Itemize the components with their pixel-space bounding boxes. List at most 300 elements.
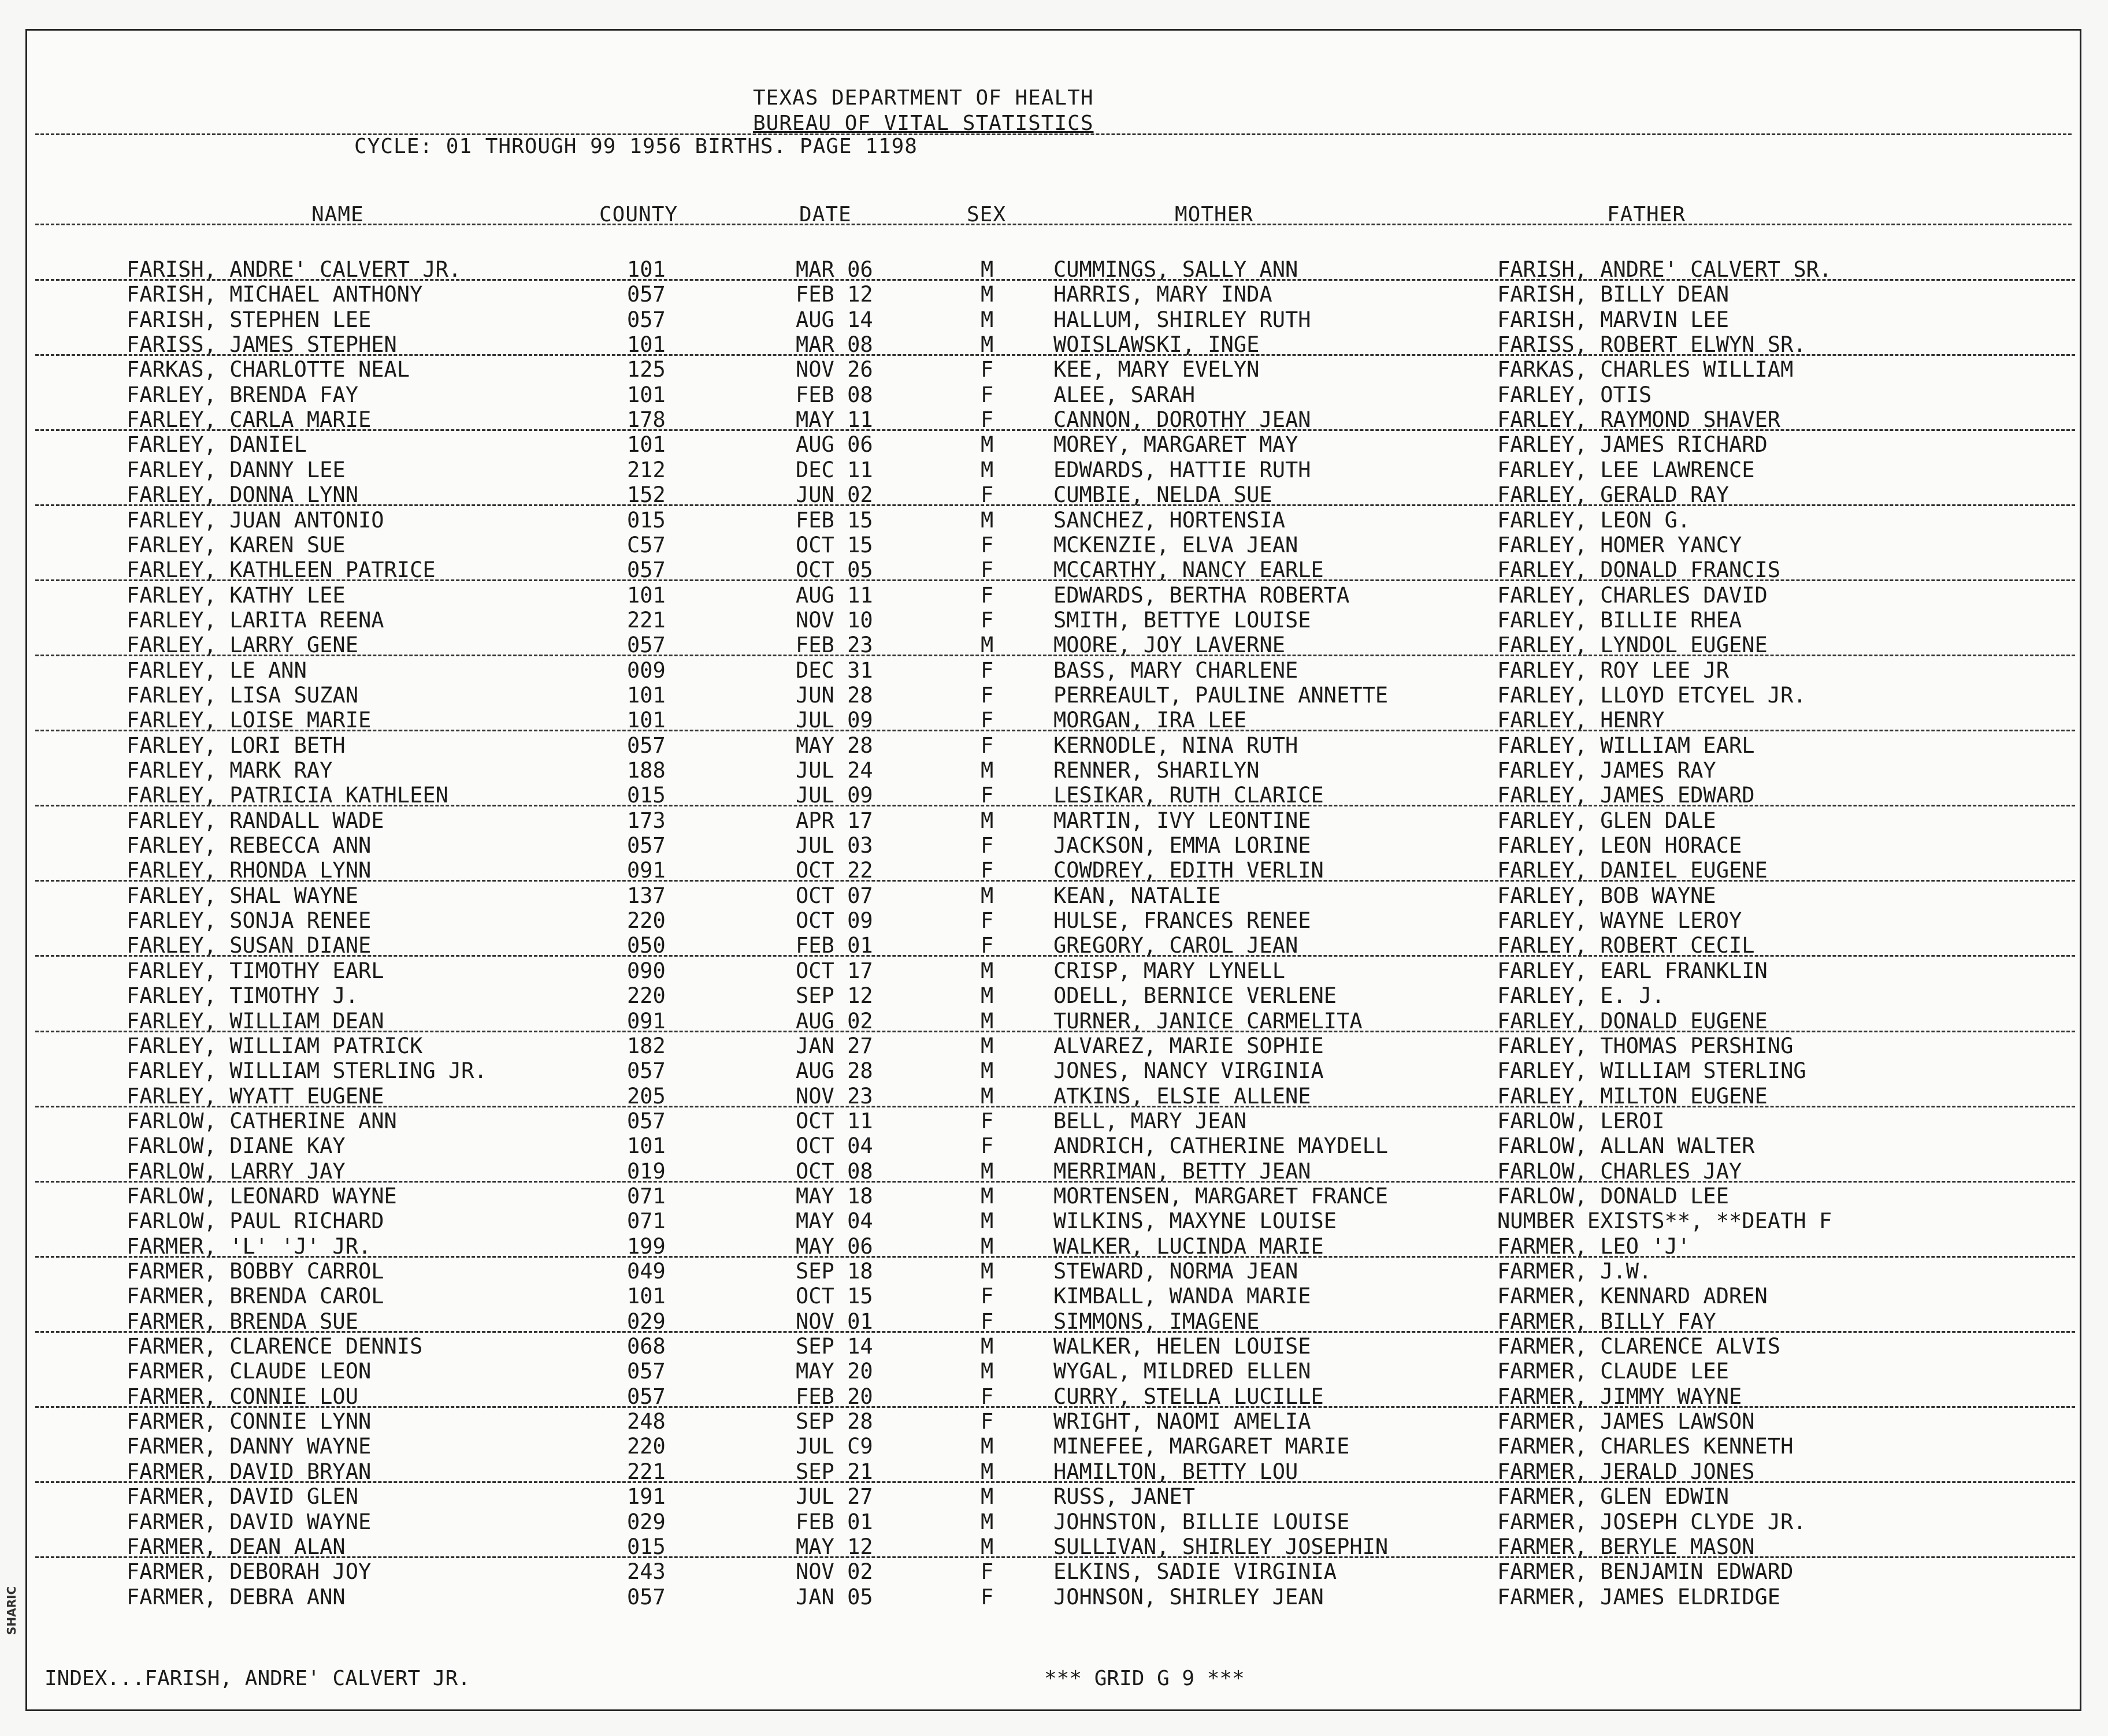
record-mother: TURNER, JANICE CARMELITA xyxy=(1053,1009,1363,1034)
record-sex: F xyxy=(981,357,994,382)
record-mother: WILKINS, MAXYNE LOUISE xyxy=(1053,1209,1337,1233)
record-county: 029 xyxy=(627,1309,666,1334)
record-row xyxy=(27,1084,2083,1109)
record-name: FARLOW, CATHERINE ANN xyxy=(127,1109,397,1133)
record-mother: ANDRICH, CATHERINE MAYDELL xyxy=(1053,1133,1389,1158)
record-sex: M xyxy=(981,633,994,657)
record-county: 220 xyxy=(627,983,666,1008)
record-row xyxy=(27,983,2083,1008)
record-date: AUG 14 xyxy=(796,307,873,332)
record-date: DEC 31 xyxy=(796,658,873,683)
record-row xyxy=(27,1034,2083,1058)
record-name: FARLEY, KAREN SUE xyxy=(127,533,346,557)
record-mother: RUSS, JANET xyxy=(1053,1484,1196,1509)
record-row xyxy=(27,407,2083,432)
record-sex: F xyxy=(981,1559,994,1584)
record-sex: F xyxy=(981,1309,994,1334)
record-name: FARMER, 'L' 'J' JR. xyxy=(127,1234,372,1259)
record-father: FARLEY, LLOYD ETCYEL JR. xyxy=(1497,683,1806,708)
record-row xyxy=(27,1309,2083,1334)
record-name: FARMER, DEAN ALAN xyxy=(127,1534,346,1559)
record-date: SEP 18 xyxy=(796,1259,873,1284)
record-county: 243 xyxy=(627,1559,666,1584)
column-header-county: COUNTY xyxy=(599,203,678,226)
record-name: FARLEY, WILLIAM DEAN xyxy=(127,1009,384,1034)
record-date: AUG 28 xyxy=(796,1058,873,1083)
record-name: FARISH, STEPHEN LEE xyxy=(127,307,372,332)
record-row xyxy=(27,1209,2083,1233)
record-row xyxy=(27,357,2083,382)
record-name: FARMER, DANNY WAYNE xyxy=(127,1434,372,1459)
record-sex: M xyxy=(981,508,994,533)
record-date: JUL 09 xyxy=(796,783,873,808)
record-row xyxy=(27,1409,2083,1434)
record-father: FARLEY, BOB WAYNE xyxy=(1497,883,1716,908)
record-county: 221 xyxy=(627,608,666,633)
record-date: MAY 04 xyxy=(796,1209,873,1233)
record-sex: M xyxy=(981,1334,994,1359)
record-mother: HULSE, FRANCES RENEE xyxy=(1053,908,1311,933)
record-mother: CANNON, DOROTHY JEAN xyxy=(1053,407,1311,432)
record-sex: M xyxy=(981,1058,994,1083)
record-county: 015 xyxy=(627,508,666,533)
record-county: 050 xyxy=(627,933,666,958)
record-name: FARMER, CONNIE LYNN xyxy=(127,1409,372,1434)
record-father: FARLEY, LEE LAWRENCE xyxy=(1497,458,1755,482)
record-mother: SANCHEZ, HORTENSIA xyxy=(1053,508,1285,533)
record-sex: M xyxy=(981,1159,994,1184)
record-mother: CUMMINGS, SALLY ANN xyxy=(1053,257,1298,282)
record-name: FARLEY, JUAN ANTONIO xyxy=(127,508,384,533)
record-mother: ALEE, SARAH xyxy=(1053,382,1196,407)
record-mother: MINEFEE, MARGARET MARIE xyxy=(1053,1434,1350,1459)
record-row xyxy=(27,332,2083,357)
record-mother: SULLIVAN, SHIRLEY JOSEPHIN xyxy=(1053,1534,1389,1559)
record-date: FEB 20 xyxy=(796,1384,873,1409)
record-row xyxy=(27,708,2083,733)
record-row xyxy=(27,733,2083,758)
record-sex: M xyxy=(981,1434,994,1459)
record-mother: ODELL, BERNICE VERLENE xyxy=(1053,983,1337,1008)
title-rule xyxy=(35,133,2072,135)
record-date: FEB 01 xyxy=(796,933,873,958)
record-name: FARMER, BRENDA CAROL xyxy=(127,1284,384,1308)
record-name: FARMER, CONNIE LOU xyxy=(127,1384,358,1409)
record-date: SEP 14 xyxy=(796,1334,873,1359)
record-date: JUL C9 xyxy=(796,1434,873,1459)
record-father: FARLEY, JAMES RAY xyxy=(1497,758,1716,783)
record-name: FARLEY, LARRY GENE xyxy=(127,633,358,657)
record-row xyxy=(27,1534,2083,1559)
record-sex: M xyxy=(981,458,994,482)
record-mother: KERNODLE, NINA RUTH xyxy=(1053,733,1298,758)
record-father: FARLEY, LEON HORACE xyxy=(1497,833,1742,858)
record-name: FARMER, CLARENCE DENNIS xyxy=(127,1334,423,1359)
record-mother: MCCARTHY, NANCY EARLE xyxy=(1053,557,1324,582)
record-sex: F xyxy=(981,708,994,733)
record-row xyxy=(27,758,2083,783)
record-name: FARLEY, LISA SUZAN xyxy=(127,683,358,708)
record-sex: M xyxy=(981,1234,994,1259)
record-county: 057 xyxy=(627,307,666,332)
record-father: FARLEY, THOMAS PERSHING xyxy=(1497,1034,1794,1058)
record-sex: M xyxy=(981,332,994,357)
record-father: FARLEY, CHARLES DAVID xyxy=(1497,583,1768,608)
record-row xyxy=(27,1184,2083,1209)
grid-footer: *** GRID G 9 *** xyxy=(1044,1667,1245,1690)
record-father: FARLEY, HENRY xyxy=(1497,708,1665,733)
record-row xyxy=(27,282,2083,307)
record-county: 173 xyxy=(627,808,666,833)
record-date: JUN 28 xyxy=(796,683,873,708)
record-father: FARISH, BILLY DEAN xyxy=(1497,282,1729,307)
record-county: 212 xyxy=(627,458,666,482)
record-date: JAN 05 xyxy=(796,1585,873,1609)
record-row xyxy=(27,1559,2083,1584)
record-father: FARLEY, E. J. xyxy=(1497,983,1665,1008)
record-name: FARLEY, RANDALL WADE xyxy=(127,808,384,833)
record-row xyxy=(27,833,2083,858)
column-header-mother: MOTHER xyxy=(1175,203,1254,226)
record-sex: F xyxy=(981,858,994,883)
record-date: SEP 12 xyxy=(796,983,873,1008)
record-date: AUG 06 xyxy=(796,432,873,457)
record-row xyxy=(27,808,2083,833)
record-county: 205 xyxy=(627,1084,666,1109)
record-date: OCT 17 xyxy=(796,958,873,983)
record-mother: KIMBALL, WANDA MARIE xyxy=(1053,1284,1311,1308)
record-row xyxy=(27,533,2083,557)
record-father: FARMER, LEO 'J' xyxy=(1497,1234,1691,1259)
record-date: MAY 28 xyxy=(796,733,873,758)
record-father: FARLEY, HOMER YANCY xyxy=(1497,533,1742,557)
record-county: 182 xyxy=(627,1034,666,1058)
record-mother: BASS, MARY CHARLENE xyxy=(1053,658,1298,683)
record-sex: M xyxy=(981,883,994,908)
record-mother: ELKINS, SADIE VIRGINIA xyxy=(1053,1559,1337,1584)
record-father: FARISH, MARVIN LEE xyxy=(1497,307,1729,332)
record-name: FARLEY, REBECCA ANN xyxy=(127,833,372,858)
record-sex: M xyxy=(981,282,994,307)
record-father: FARMER, CLARENCE ALVIS xyxy=(1497,1334,1781,1359)
record-county: 049 xyxy=(627,1259,666,1284)
record-date: NOV 23 xyxy=(796,1084,873,1109)
record-row xyxy=(27,1585,2083,1609)
record-name: FARLEY, CARLA MARIE xyxy=(127,407,372,432)
record-county: 188 xyxy=(627,758,666,783)
record-row xyxy=(27,307,2083,332)
record-date: SEP 21 xyxy=(796,1459,873,1484)
record-sex: M xyxy=(981,1209,994,1233)
record-county: 057 xyxy=(627,1109,666,1133)
record-father: FARISS, ROBERT ELWYN SR. xyxy=(1497,332,1806,357)
record-mother: WALKER, LUCINDA MARIE xyxy=(1053,1234,1324,1259)
record-mother: HARRIS, MARY INDA xyxy=(1053,282,1272,307)
record-date: MAY 18 xyxy=(796,1184,873,1209)
record-county: 015 xyxy=(627,783,666,808)
record-county: 191 xyxy=(627,1484,666,1509)
record-name: FARLEY, KATHLEEN PATRICE xyxy=(127,557,436,582)
record-mother: MOORE, JOY LAVERNE xyxy=(1053,633,1285,657)
record-date: OCT 11 xyxy=(796,1109,873,1133)
record-county: 178 xyxy=(627,407,666,432)
record-name: FARLEY, LORI BETH xyxy=(127,733,346,758)
column-header-row xyxy=(27,203,2080,237)
record-date: OCT 07 xyxy=(796,883,873,908)
record-county: 015 xyxy=(627,1534,666,1559)
record-father: FARMER, CLAUDE LEE xyxy=(1497,1359,1729,1384)
record-date: FEB 15 xyxy=(796,508,873,533)
record-date: JAN 27 xyxy=(796,1034,873,1058)
record-father: FARMER, JAMES LAWSON xyxy=(1497,1409,1755,1434)
record-row xyxy=(27,1484,2083,1509)
record-mother: RENNER, SHARILYN xyxy=(1053,758,1260,783)
record-row xyxy=(27,1133,2083,1158)
record-date: MAY 12 xyxy=(796,1534,873,1559)
record-father: FARLOW, LEROI xyxy=(1497,1109,1665,1133)
record-county: 101 xyxy=(627,382,666,407)
record-date: NOV 01 xyxy=(796,1309,873,1334)
record-row xyxy=(27,958,2083,983)
record-date: SEP 28 xyxy=(796,1409,873,1434)
record-name: FARLEY, DANIEL xyxy=(127,432,307,457)
record-father: FARLOW, ALLAN WALTER xyxy=(1497,1133,1755,1158)
record-county: 248 xyxy=(627,1409,666,1434)
record-sex: M xyxy=(981,1034,994,1058)
record-father: FARMER, GLEN EDWIN xyxy=(1497,1484,1729,1509)
record-county: 221 xyxy=(627,1459,666,1484)
record-father: FARMER, JIMMY WAYNE xyxy=(1497,1384,1742,1409)
record-father: FARLOW, CHARLES JAY xyxy=(1497,1159,1742,1184)
record-date: MAR 06 xyxy=(796,257,873,282)
record-date: AUG 11 xyxy=(796,583,873,608)
record-county: 057 xyxy=(627,282,666,307)
record-date: APR 17 xyxy=(796,808,873,833)
record-row xyxy=(27,608,2083,633)
record-name: FARLEY, LOISE MARIE xyxy=(127,708,372,733)
record-mother: KEAN, NATALIE xyxy=(1053,883,1221,908)
record-father: FARLEY, JAMES EDWARD xyxy=(1497,783,1755,808)
record-date: AUG 02 xyxy=(796,1009,873,1034)
record-name: FARKAS, CHARLOTTE NEAL xyxy=(127,357,410,382)
record-row xyxy=(27,583,2083,608)
record-county: 101 xyxy=(627,1133,666,1158)
record-row xyxy=(27,508,2083,533)
record-father: FARLEY, OTIS xyxy=(1497,382,1652,407)
record-county: 029 xyxy=(627,1510,666,1534)
record-row xyxy=(27,1334,2083,1359)
record-county: 057 xyxy=(627,557,666,582)
record-row xyxy=(27,1359,2083,1384)
record-date: MAY 20 xyxy=(796,1359,873,1384)
record-county: 071 xyxy=(627,1184,666,1209)
margin-label: SHARIC xyxy=(5,1586,18,1635)
record-sex: F xyxy=(981,382,994,407)
record-mother: MERRIMAN, BETTY JEAN xyxy=(1053,1159,1311,1184)
record-row xyxy=(27,1109,2083,1133)
record-row xyxy=(27,883,2083,908)
record-name: FARLOW, DIANE KAY xyxy=(127,1133,346,1158)
record-father: FARMER, BENJAMIN EDWARD xyxy=(1497,1559,1794,1584)
record-sex: M xyxy=(981,1484,994,1509)
record-row xyxy=(27,1384,2083,1409)
record-sex: M xyxy=(981,432,994,457)
column-header-sex: SEX xyxy=(967,203,1007,226)
record-row xyxy=(27,858,2083,883)
bureau-title: BUREAU OF VITAL STATISTICS xyxy=(753,111,1094,135)
record-sex: F xyxy=(981,1109,994,1133)
record-sex: F xyxy=(981,908,994,933)
record-row xyxy=(27,908,2083,933)
record-sex: M xyxy=(981,1359,994,1384)
record-mother: MCKENZIE, ELVA JEAN xyxy=(1053,533,1298,557)
record-father: FARMER, BILLY FAY xyxy=(1497,1309,1716,1334)
record-row xyxy=(27,1459,2083,1484)
record-mother: CURRY, STELLA LUCILLE xyxy=(1053,1384,1324,1409)
record-county: 220 xyxy=(627,908,666,933)
record-mother: MARTIN, IVY LEONTINE xyxy=(1053,808,1311,833)
record-county: 101 xyxy=(627,683,666,708)
record-date: MAR 08 xyxy=(796,332,873,357)
index-footer: INDEX...FARISH, ANDRE' CALVERT JR. xyxy=(44,1667,470,1690)
record-father: NUMBER EXISTS**, **DEATH F xyxy=(1497,1209,1832,1233)
record-date: JUL 09 xyxy=(796,708,873,733)
record-row xyxy=(27,1284,2083,1308)
record-name: FARMER, DEBRA ANN xyxy=(127,1585,346,1609)
record-sex: M xyxy=(981,758,994,783)
record-mother: MOREY, MARGARET MAY xyxy=(1053,432,1298,457)
record-name: FARLEY, MARK RAY xyxy=(127,758,333,783)
record-mother: MORGAN, IRA LEE xyxy=(1053,708,1247,733)
record-date: OCT 08 xyxy=(796,1159,873,1184)
record-county: 101 xyxy=(627,708,666,733)
record-county: 057 xyxy=(627,1585,666,1609)
record-county: 091 xyxy=(627,858,666,883)
record-sex: F xyxy=(981,608,994,633)
record-county: 057 xyxy=(627,1058,666,1083)
record-mother: JACKSON, EMMA LORINE xyxy=(1053,833,1311,858)
record-name: FARLOW, LARRY JAY xyxy=(127,1159,346,1184)
record-mother: SIMMONS, IMAGENE xyxy=(1053,1309,1260,1334)
record-name: FARLEY, KATHY LEE xyxy=(127,583,346,608)
record-mother: JONES, NANCY VIRGINIA xyxy=(1053,1058,1324,1083)
document-page xyxy=(25,29,2081,1711)
record-name: FARMER, DEBORAH JOY xyxy=(127,1559,372,1584)
record-date: JUL 24 xyxy=(796,758,873,783)
record-row xyxy=(27,482,2083,507)
record-county: 125 xyxy=(627,357,666,382)
record-row xyxy=(27,257,2083,282)
record-father: FARLEY, RAYMOND SHAVER xyxy=(1497,407,1781,432)
record-name: FARLEY, LE ANN xyxy=(127,658,307,683)
record-sex: M xyxy=(981,958,994,983)
record-county: C57 xyxy=(627,533,666,557)
record-name: FARISH, MICHAEL ANTHONY xyxy=(127,282,423,307)
record-county: 101 xyxy=(627,432,666,457)
record-father: FARLEY, WILLIAM STERLING xyxy=(1497,1058,1806,1083)
record-sex: F xyxy=(981,658,994,683)
column-header-father: FATHER xyxy=(1607,203,1686,226)
record-county: 101 xyxy=(627,583,666,608)
record-sex: F xyxy=(981,783,994,808)
record-sex: M xyxy=(981,1184,994,1209)
record-name: FARMER, BOBBY CARROL xyxy=(127,1259,384,1284)
record-mother: LESIKAR, RUTH CLARICE xyxy=(1053,783,1324,808)
record-date: FEB 01 xyxy=(796,1510,873,1534)
record-sex: M xyxy=(981,1459,994,1484)
record-row xyxy=(27,658,2083,683)
record-name: FARMER, BRENDA SUE xyxy=(127,1309,358,1334)
record-row xyxy=(27,1009,2083,1034)
record-row xyxy=(27,382,2083,407)
record-mother: CUMBIE, NELDA SUE xyxy=(1053,482,1272,507)
record-father: FARLEY, WILLIAM EARL xyxy=(1497,733,1755,758)
record-father: FARMER, JOSEPH CLYDE JR. xyxy=(1497,1510,1806,1534)
record-county: 199 xyxy=(627,1234,666,1259)
record-row xyxy=(27,1058,2083,1083)
record-row xyxy=(27,1510,2083,1534)
record-date: JUL 03 xyxy=(796,833,873,858)
record-mother: GREGORY, CAROL JEAN xyxy=(1053,933,1298,958)
record-name: FARLEY, SONJA RENEE xyxy=(127,908,372,933)
record-sex: M xyxy=(981,307,994,332)
record-father: FARMER, JERALD JONES xyxy=(1497,1459,1755,1484)
record-row xyxy=(27,933,2083,958)
record-sex: M xyxy=(981,983,994,1008)
agency-title: TEXAS DEPARTMENT OF HEALTH xyxy=(753,86,1094,110)
record-name: FARLEY, SUSAN DIANE xyxy=(127,933,372,958)
record-father: FARLOW, DONALD LEE xyxy=(1497,1184,1729,1209)
record-name: FARLOW, LEONARD WAYNE xyxy=(127,1184,397,1209)
record-name: FARLEY, WYATT EUGENE xyxy=(127,1084,384,1109)
record-father: FARLEY, WAYNE LEROY xyxy=(1497,908,1742,933)
record-date: DEC 11 xyxy=(796,458,873,482)
record-mother: STEWARD, NORMA JEAN xyxy=(1053,1259,1298,1284)
record-sex: M xyxy=(981,1084,994,1109)
record-sex: F xyxy=(981,1284,994,1308)
record-sex: M xyxy=(981,257,994,282)
record-county: 057 xyxy=(627,633,666,657)
record-name: FARMER, CLAUDE LEON xyxy=(127,1359,372,1384)
record-mother: BELL, MARY JEAN xyxy=(1053,1109,1247,1133)
record-name: FARLEY, TIMOTHY EARL xyxy=(127,958,384,983)
record-county: 152 xyxy=(627,482,666,507)
record-county: 057 xyxy=(627,733,666,758)
record-name: FARISS, JAMES STEPHEN xyxy=(127,332,397,357)
record-name: FARLEY, BRENDA FAY xyxy=(127,382,358,407)
record-mother: SMITH, BETTYE LOUISE xyxy=(1053,608,1311,633)
record-name: FARLEY, PATRICIA KATHLEEN xyxy=(127,783,448,808)
record-mother: EDWARDS, HATTIE RUTH xyxy=(1053,458,1311,482)
record-county: 101 xyxy=(627,1284,666,1308)
record-date: JUN 02 xyxy=(796,482,873,507)
record-county: 101 xyxy=(627,332,666,357)
record-row xyxy=(27,557,2083,582)
record-father: FARMER, J.W. xyxy=(1497,1259,1652,1284)
record-name: FARMER, DAVID BRYAN xyxy=(127,1459,372,1484)
record-date: OCT 15 xyxy=(796,1284,873,1308)
record-date: OCT 04 xyxy=(796,1133,873,1158)
record-county: 057 xyxy=(627,1359,666,1384)
record-date: NOV 10 xyxy=(796,608,873,633)
record-sex: M xyxy=(981,1259,994,1284)
record-county: 137 xyxy=(627,883,666,908)
column-header-date: DATE xyxy=(799,203,852,226)
record-father: FARLEY, LYNDOL EUGENE xyxy=(1497,633,1768,657)
record-name: FARLEY, DONNA LYNN xyxy=(127,482,358,507)
record-mother: COWDREY, EDITH VERLIN xyxy=(1053,858,1324,883)
record-sex: F xyxy=(981,533,994,557)
